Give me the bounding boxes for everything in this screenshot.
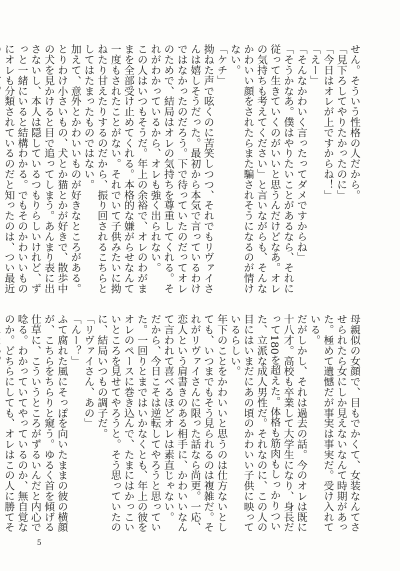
paragraph: 「えー」 <box>308 44 321 86</box>
paragraph: 母親似の女顔で、目もでかくて、女装なんてさせられたら女にしか見えないなんて時期があった。極めて遺憾だが事実は事実だ。受け入れている。 <box>308 314 360 533</box>
paragraph: 「見下ろしてやりたかったのに」 <box>334 44 347 200</box>
bottom-text-block <box>2 314 360 534</box>
paragraph: せん。そういう性格の人だから。 <box>348 44 360 200</box>
paragraph: だがしかし、それは過去の話。今のオレは既に十八才。高校も卒業して大学生になり、身長だって180を超えた。体格も筋肉もしっかりついた、立派な成人男性だ。それなのに、この人の目にはいまだにあの頃のかわいい子供に映っているらしい。 <box>228 314 307 533</box>
paragraph: 「今日はオレが上ですからね！」 <box>321 44 334 200</box>
paragraph: 「リヴァイさん、あの」 <box>82 314 95 429</box>
paragraph: 「ケチ」 <box>215 44 228 86</box>
page-number: 5 <box>37 539 42 547</box>
top-text-block <box>2 44 360 294</box>
paragraph: 「そうかなあ。僕はやりたいことがあるなら、それに従って生きていくのがいいと思うんだけどなあ。オレの気持ちも考えてください」と言いながらも、そんなかわいい顔をされたらまた騙されそうになるのが情けない。 <box>228 44 294 294</box>
paragraph: 加えて、意外とかわいいものが好きなところがある。とりわけ小さいもの、犬とか猫とかが好きで、散歩中の犬を見かけると目で追ってしまう。あんまり表に出さないし、本人は隠しているつもりらしいけれど、ずっと一緒にいると結構わかる。でもそのかわいいものにオレも分類されているのだと知ったのは、つい最近 <box>2 44 81 294</box>
paragraph: 年下のことをかわいいと思うのは仕方ないとしても、いつまでもそう見られるのは複雑だ。それがリヴァイさんに限った話なら尚更。一応、恋人という肩書きのある相手に、かわいいなんて言われて喜べるほどオレは素直じゃない。 <box>161 314 228 533</box>
paragraph: 拗ねた声で呟くのに苦笑しつつ、それでもリヴァイさんは嬉しそうだった。最初から本気で言っているわけではなかったのだろう。下で待っていたのだってオレのためで、結局はオレの気持ちを尊重してくれる。それがわかっているから、オレも強く出られない。 <box>148 44 214 294</box>
paragraph: だから、今日こそは逆転してやろうと思っていた。一回りとまではいかなくとも、年上の彼をオレのペースに巻き込んで、たまにはかっこいいところを見せてやろうと。そう思っていたのに、結局いつもの調子だ。 <box>95 314 161 533</box>
paragraph: この人はいつもそうだ。年上の余裕で、オレのわがままを全部受け止めてくれる。本格的な嫌がらせなんて一度もされたことがない。それでいて子供みたいに拗ねたり甘えたりするのだから、振り回されるこちらとしてはたまったものではない。 <box>82 44 148 294</box>
paragraph: ふて腐れた風にそっぽを向いたままの彼の横顔が、こちらをちらりと窺う。ゆるく首を傾げる仕草に、こういうところがずるいんだと内心で唸る。わかっていてやっているのか、無自覚なのか。どちらにしても、オレはこの人に勝てそ <box>2 314 68 533</box>
paragraph: 「そんなかわいく言ったってダメですからね」 <box>294 44 307 263</box>
paragraph: 「んー？」 <box>68 314 81 366</box>
